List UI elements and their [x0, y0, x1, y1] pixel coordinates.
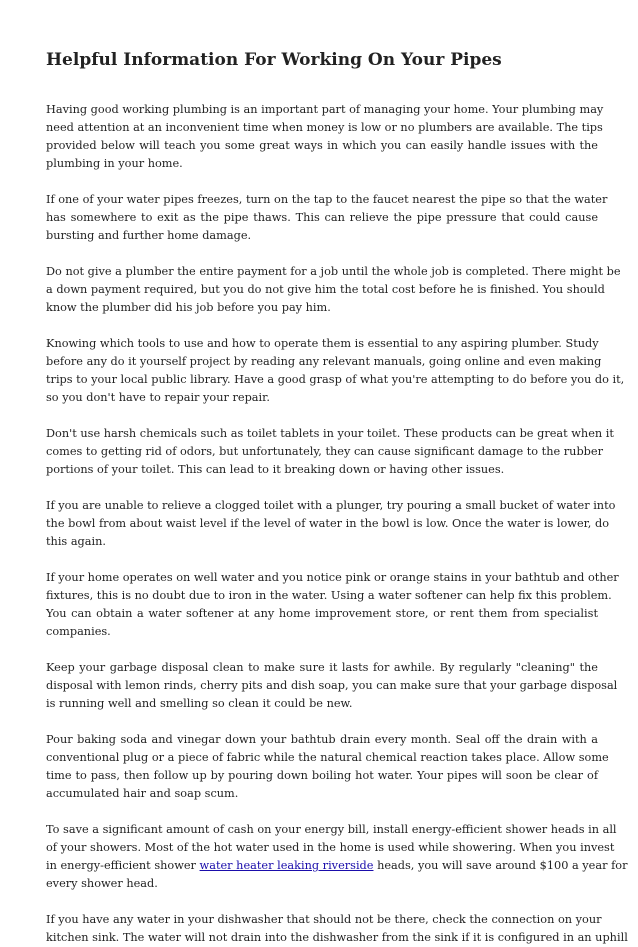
text-line: portions of your toilet. This can lead to it breaking down or having other issues.	[46, 463, 505, 476]
text-line: every shower head.	[46, 877, 158, 890]
paragraph-shower-heads	[46, 821, 628, 893]
text-line: time to pass, then follow up by pouring down boiling hot water. Your pipes will soon be clear of	[46, 769, 598, 782]
text-line: If you are unable to relieve a clogged toilet with a plunger, try pouring a small bucket of water into	[46, 499, 616, 512]
text-line: If your home operates on well water and you notice pink or orange stains in your bathtub and other	[46, 571, 619, 584]
paragraph-tools	[46, 335, 625, 407]
paragraph-chemicals	[46, 425, 614, 479]
paragraph-garbage-disposal	[46, 659, 618, 713]
text-line: has somewhere to exit as the pipe thaws. This can relieve the pipe pressure that could cause	[46, 211, 598, 224]
text-line: so you don't have to repair your repair.	[46, 391, 270, 404]
text-line: companies.	[46, 625, 111, 638]
text-line: Knowing which tools to use and how to operate them is essential to any aspiring plumber. Study	[46, 337, 599, 350]
text-line: trips to your local public library. Have a good grasp of what you're attempting to do before you do it,	[46, 373, 625, 386]
text-line: the bowl from about waist level if the level of water in the bowl is low. Once the water is lower, do	[46, 517, 610, 530]
link-line-after: heads, you will save around $100 a year for	[373, 859, 628, 872]
text-line: know the plumber did his job before you pay him.	[46, 301, 331, 314]
text-line: provided below will teach you some great ways in which you can easily handle issues with the	[46, 139, 598, 152]
text-line: If one of your water pipes freezes, turn on the tap to the faucet nearest the pipe so that the water	[46, 193, 608, 206]
paragraph-intro	[46, 101, 604, 173]
paragraph-baking-soda	[46, 731, 609, 803]
text-line: Keep your garbage disposal clean to make sure it lasts for awhile. By regularly "cleaning" the	[46, 661, 598, 674]
text-line: a down payment required, but you do not give him the total cost before he is finished. You should	[46, 283, 605, 296]
text-line: this again.	[46, 535, 106, 548]
text-line: plumbing in your home.	[46, 157, 183, 170]
text-line: You can obtain a water softener at any home improvement store, or rent them from specialist	[46, 607, 598, 620]
text-line: disposal with lemon rinds, cherry pits and dish soap, you can make sure that your garbage disposal	[46, 679, 618, 692]
text-line: Having good working plumbing is an important part of managing your home. Your plumbing may	[46, 103, 604, 116]
text-line-with-link	[46, 857, 628, 875]
text-line: bursting and further home damage.	[46, 229, 252, 242]
document-body	[46, 101, 628, 947]
text-line: comes to getting rid of odors, but unfortunately, they can cause significant damage to the rubber	[46, 445, 603, 458]
paragraph-payment	[46, 263, 621, 317]
text-line: need attention at an inconvenient time when money is low or no plumbers are available. The tips	[46, 121, 603, 134]
document-title: Helpful Information For Working On Your Pipes	[46, 50, 502, 70]
text-line: Don't use harsh chemicals such as toilet tablets in your toilet. These products can be great when it	[46, 427, 614, 440]
text-line: Pour baking soda and vinegar down your bathtub drain every month. Seal off the drain with a	[46, 733, 598, 746]
paragraph-clogged-toilet	[46, 497, 616, 551]
paragraph-dishwasher	[46, 911, 628, 947]
text-line: is running well and smelling so clean it could be new.	[46, 697, 353, 710]
text-line: If you have any water in your dishwasher that should not be there, check the connection on your	[46, 913, 602, 926]
text-line: conventional plug or a piece of fabric while the natural chemical reaction takes place. Allow some	[46, 751, 609, 764]
text-line: before any do it yourself project by reading any relevant manuals, going online and even making	[46, 355, 602, 368]
paragraph-well-water	[46, 569, 619, 641]
text-line: accumulated hair and soap scum.	[46, 787, 239, 800]
text-line: kitchen sink. The water will not drain into the dishwasher from the sink if it is configured in an uphill	[46, 931, 628, 944]
water-heater-link[interactable]: water heater leaking riverside	[199, 859, 374, 872]
text-line: fixtures, this is no doubt due to iron in the water. Using a water softener can help fix this problem.	[46, 589, 612, 602]
link-line-before: in energy-efficient shower	[46, 859, 200, 872]
text-line: Do not give a plumber the entire payment for a job until the whole job is completed. There might be	[46, 265, 621, 278]
text-line: To save a significant amount of cash on your energy bill, install energy-efficient shower heads in all	[46, 823, 617, 836]
text-line: of your showers. Most of the hot water used in the home is used while showering. When you invest	[46, 841, 615, 854]
paragraph-frozen-pipes	[46, 191, 608, 245]
